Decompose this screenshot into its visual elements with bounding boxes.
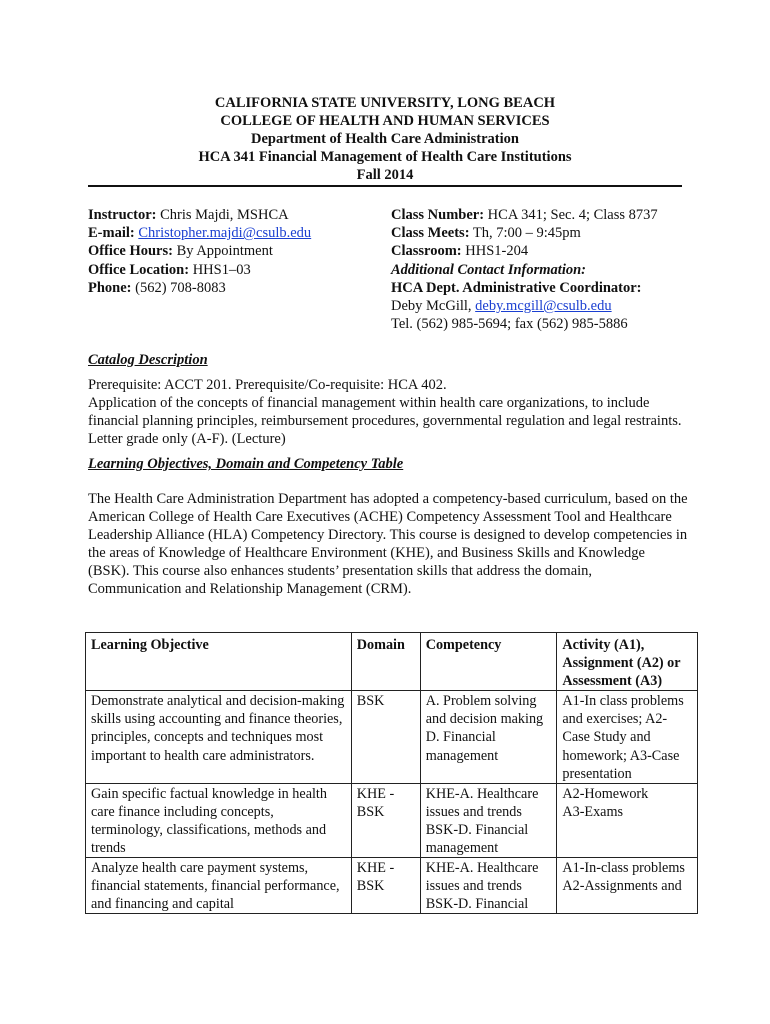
competency-cell: A. Problem solving and decision making D. Financial management xyxy=(420,691,557,783)
office-hours-value: By Appointment xyxy=(172,243,273,260)
instructor-value: Chris Majdi, MSHCA xyxy=(156,207,289,223)
header-activity: Activity (A1), Assignment (A2) or Assessment (A3) xyxy=(557,633,698,691)
instructor-label: Instructor: xyxy=(88,207,157,223)
class-number-label: Class Number: xyxy=(391,207,485,223)
activity-cell: A2-Homework A3-Exams xyxy=(557,783,698,857)
competency-cell: KHE-A. Healthcare issues and trends BSK-D. Financial xyxy=(420,858,557,914)
coordinator-email-link[interactable]: deby.mcgill@csulb.edu xyxy=(475,298,612,315)
objective-cell: Demonstrate analytical and decision-making skills using accounting and finance theories, principles, concepts and techniques most important to health care administrators. xyxy=(86,691,352,783)
department-name: Department of Health Care Administration xyxy=(251,131,519,147)
class-meets-label: Class Meets: xyxy=(391,225,470,242)
instructor-email-link[interactable]: Christopher.majdi@csulb.edu xyxy=(138,225,312,242)
office-hours-label: Office Hours: xyxy=(88,243,173,260)
office-location-value: HHS1–03 xyxy=(189,261,251,278)
class-number-value: HCA 341; Sec. 4; Class 8737 xyxy=(484,207,658,223)
table-row xyxy=(86,783,698,857)
catalog-prerequisite: Prerequisite: ACCT 201. Prerequisite/Co-requisite: HCA 402. xyxy=(88,377,447,393)
email-label: E-mail: xyxy=(88,225,135,242)
learning-objectives-intro: The Health Care Administration Department has adopted a competency-based curriculum, based on the American College of Health Care Executives (ACHE) Competency Assessment Tool and Healthcare Leadership Alliance (HLA) Competency Directory. This course is designed to develop competencies in the areas of Knowledge of Healthcare Environment (KHE), and Business Skills and Knowledge (BSK). This course also enhances students’ presentation skills that address the domain, Communication and Relationship Management (CRM). xyxy=(88,491,688,598)
college-name: COLLEGE OF HEALTH AND HUMAN SERVICES xyxy=(220,113,550,129)
catalog-description-heading: Catalog Description xyxy=(88,352,208,368)
learning-objectives-heading: Learning Objectives, Domain and Competency Table xyxy=(88,456,404,472)
coordinator-heading: HCA Dept. Administrative Coordinator: xyxy=(391,279,642,296)
university-name: CALIFORNIA STATE UNIVERSITY, LONG BEACH xyxy=(214,95,556,111)
objective-cell: Gain specific factual knowledge in health care finance including concepts, terminology, classifications, methods and trends xyxy=(86,783,352,857)
header-competency: Competency xyxy=(420,633,557,691)
phone-value: (562) 708-8083 xyxy=(131,279,226,296)
objective-cell: Analyze health care payment systems, financial statements, financial performance, and financing and capital xyxy=(86,858,352,914)
header-learning-objective: Learning Objective xyxy=(86,633,352,691)
catalog-body: Application of the concepts of financial management within health care organizations, to include financial planning principles, reimbursement procedures, governmental regulation and legal restraints. Letter grade only (A-F). (Lecture) xyxy=(88,395,682,448)
domain-cell: BSK xyxy=(351,691,420,783)
domain-cell: KHE - BSK xyxy=(351,783,420,857)
term: Fall 2014 xyxy=(356,167,414,183)
office-location-label: Office Location: xyxy=(88,261,190,278)
table-header-row xyxy=(86,633,698,691)
phone-label: Phone: xyxy=(88,279,132,296)
activity-cell: A1-In class problems and exercises; A2-Case Study and homework; A3-Case presentation xyxy=(557,691,698,783)
additional-contact-heading: Additional Contact Information: xyxy=(391,261,586,278)
classroom-label: Classroom: xyxy=(391,243,462,260)
course-title: HCA 341 Financial Management of Health Care Institutions xyxy=(198,149,572,165)
header-domain: Domain xyxy=(351,633,420,691)
coordinator-phone: Tel. (562) 985-5694; fax (562) 985-5886 xyxy=(391,316,628,333)
activity-cell: A1-In-class problems A2-Assignments and xyxy=(557,858,698,914)
coordinator-name: Deby McGill, xyxy=(391,298,476,315)
table-row xyxy=(86,691,698,783)
domain-cell: KHE - BSK xyxy=(351,858,420,914)
competency-table xyxy=(85,632,698,914)
table-row xyxy=(86,858,698,914)
competency-cell: KHE-A. Healthcare issues and trends BSK-D. Financial management xyxy=(420,783,557,857)
classroom-value: HHS1-204 xyxy=(461,243,529,260)
class-meets-value: Th, 7:00 – 9:45pm xyxy=(469,225,581,242)
